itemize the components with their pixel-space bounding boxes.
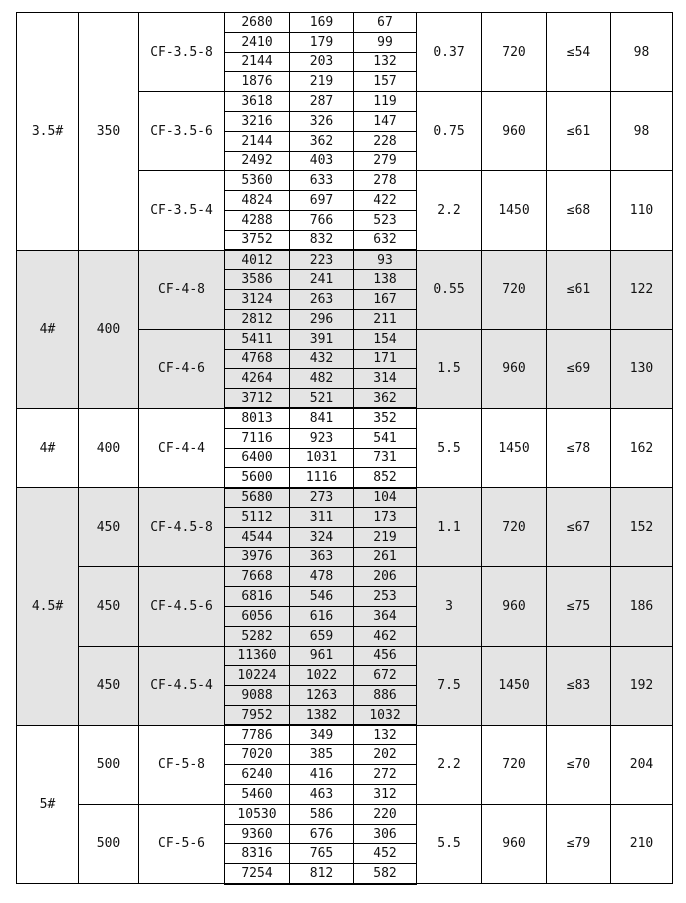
noise-cell: ≤83 bbox=[547, 646, 611, 725]
power-cell: 0.75 bbox=[417, 92, 482, 171]
fan-spec-table bbox=[16, 12, 673, 885]
value-cell: 119 bbox=[354, 92, 417, 112]
weight-cell: 210 bbox=[611, 804, 673, 883]
weight-cell: 152 bbox=[611, 488, 673, 567]
noise-cell: ≤79 bbox=[547, 804, 611, 883]
weight-cell: 204 bbox=[611, 725, 673, 804]
value-cell: 306 bbox=[354, 824, 417, 844]
airflow-cell: 6056 bbox=[225, 606, 290, 626]
value-cell: 253 bbox=[354, 587, 417, 607]
airflow-cell: 5112 bbox=[225, 507, 290, 527]
weight-cell: 130 bbox=[611, 329, 673, 408]
value-cell: 261 bbox=[354, 547, 417, 567]
airflow-cell: 5460 bbox=[225, 785, 290, 805]
noise-cell: ≤70 bbox=[547, 725, 611, 804]
value-cell: 219 bbox=[354, 527, 417, 547]
pressure-cell: 923 bbox=[290, 428, 354, 448]
airflow-cell: 7952 bbox=[225, 705, 290, 725]
value-cell: 220 bbox=[354, 804, 417, 824]
airflow-cell: 4544 bbox=[225, 527, 290, 547]
model-cell: CF-3.5-6 bbox=[139, 92, 225, 171]
noise-cell: ≤69 bbox=[547, 329, 611, 408]
noise-cell: ≤54 bbox=[547, 13, 611, 92]
weight-cell: 98 bbox=[611, 92, 673, 171]
pressure-cell: 241 bbox=[290, 270, 354, 290]
model-cell: CF-4.5-6 bbox=[139, 567, 225, 646]
value-cell: 132 bbox=[354, 725, 417, 745]
airflow-cell: 4824 bbox=[225, 191, 290, 211]
airflow-cell: 2144 bbox=[225, 52, 290, 72]
pressure-cell: 324 bbox=[290, 527, 354, 547]
airflow-cell: 3712 bbox=[225, 389, 290, 409]
value-cell: 67 bbox=[354, 13, 417, 33]
diameter-cell: 400 bbox=[79, 250, 139, 408]
pressure-cell: 766 bbox=[290, 210, 354, 230]
value-cell: 456 bbox=[354, 646, 417, 666]
value-cell: 731 bbox=[354, 448, 417, 468]
airflow-cell: 6816 bbox=[225, 587, 290, 607]
speed-cell: 720 bbox=[482, 725, 547, 804]
noise-cell: ≤75 bbox=[547, 567, 611, 646]
weight-cell: 162 bbox=[611, 408, 673, 487]
speed-cell: 1450 bbox=[482, 408, 547, 487]
pressure-cell: 676 bbox=[290, 824, 354, 844]
value-cell: 228 bbox=[354, 131, 417, 151]
value-cell: 462 bbox=[354, 626, 417, 646]
airflow-cell: 10530 bbox=[225, 804, 290, 824]
value-cell: 632 bbox=[354, 230, 417, 250]
value-cell: 171 bbox=[354, 349, 417, 369]
airflow-cell: 4264 bbox=[225, 369, 290, 389]
airflow-cell: 6240 bbox=[225, 765, 290, 785]
table-body bbox=[17, 13, 673, 884]
value-cell: 362 bbox=[354, 389, 417, 409]
pressure-cell: 326 bbox=[290, 111, 354, 131]
diameter-cell: 500 bbox=[79, 725, 139, 804]
airflow-cell: 2144 bbox=[225, 131, 290, 151]
pressure-cell: 478 bbox=[290, 567, 354, 587]
diameter-cell: 450 bbox=[79, 646, 139, 725]
diameter-cell: 500 bbox=[79, 804, 139, 883]
speed-cell: 720 bbox=[482, 250, 547, 329]
airflow-cell: 3976 bbox=[225, 547, 290, 567]
pressure-cell: 1031 bbox=[290, 448, 354, 468]
power-cell: 2.2 bbox=[417, 171, 482, 250]
airflow-cell: 9088 bbox=[225, 686, 290, 706]
value-cell: 104 bbox=[354, 488, 417, 508]
model-cell: CF-4-6 bbox=[139, 329, 225, 408]
value-cell: 173 bbox=[354, 507, 417, 527]
pressure-cell: 546 bbox=[290, 587, 354, 607]
table-row bbox=[17, 408, 673, 428]
pressure-cell: 219 bbox=[290, 72, 354, 92]
airflow-cell: 3586 bbox=[225, 270, 290, 290]
pressure-cell: 659 bbox=[290, 626, 354, 646]
pressure-cell: 363 bbox=[290, 547, 354, 567]
airflow-cell: 2812 bbox=[225, 309, 290, 329]
value-cell: 452 bbox=[354, 844, 417, 864]
airflow-cell: 5680 bbox=[225, 488, 290, 508]
table-row bbox=[17, 567, 673, 587]
pressure-cell: 521 bbox=[290, 389, 354, 409]
pressure-cell: 841 bbox=[290, 408, 354, 428]
pressure-cell: 832 bbox=[290, 230, 354, 250]
pressure-cell: 616 bbox=[290, 606, 354, 626]
size-cell: 4# bbox=[17, 408, 79, 487]
value-cell: 157 bbox=[354, 72, 417, 92]
table-row bbox=[17, 13, 673, 33]
pressure-cell: 416 bbox=[290, 765, 354, 785]
model-cell: CF-3.5-8 bbox=[139, 13, 225, 92]
model-cell: CF-5-8 bbox=[139, 725, 225, 804]
airflow-cell: 2680 bbox=[225, 13, 290, 33]
value-cell: 541 bbox=[354, 428, 417, 448]
speed-cell: 960 bbox=[482, 804, 547, 883]
airflow-cell: 10224 bbox=[225, 666, 290, 686]
pressure-cell: 203 bbox=[290, 52, 354, 72]
size-cell: 4.5# bbox=[17, 488, 79, 726]
power-cell: 0.37 bbox=[417, 13, 482, 92]
value-cell: 278 bbox=[354, 171, 417, 191]
value-cell: 364 bbox=[354, 606, 417, 626]
pressure-cell: 391 bbox=[290, 329, 354, 349]
pressure-cell: 349 bbox=[290, 725, 354, 745]
power-cell: 7.5 bbox=[417, 646, 482, 725]
power-cell: 1.5 bbox=[417, 329, 482, 408]
speed-cell: 960 bbox=[482, 567, 547, 646]
airflow-cell: 8316 bbox=[225, 844, 290, 864]
airflow-cell: 1876 bbox=[225, 72, 290, 92]
pressure-cell: 273 bbox=[290, 488, 354, 508]
pressure-cell: 697 bbox=[290, 191, 354, 211]
pressure-cell: 169 bbox=[290, 13, 354, 33]
pressure-cell: 633 bbox=[290, 171, 354, 191]
speed-cell: 1450 bbox=[482, 646, 547, 725]
value-cell: 272 bbox=[354, 765, 417, 785]
value-cell: 672 bbox=[354, 666, 417, 686]
noise-cell: ≤67 bbox=[547, 488, 611, 567]
value-cell: 279 bbox=[354, 151, 417, 171]
model-cell: CF-4-4 bbox=[139, 408, 225, 487]
pressure-cell: 311 bbox=[290, 507, 354, 527]
pressure-cell: 765 bbox=[290, 844, 354, 864]
size-cell: 5# bbox=[17, 725, 79, 883]
speed-cell: 720 bbox=[482, 488, 547, 567]
table-row bbox=[17, 725, 673, 745]
speed-cell: 960 bbox=[482, 92, 547, 171]
pressure-cell: 362 bbox=[290, 131, 354, 151]
value-cell: 352 bbox=[354, 408, 417, 428]
power-cell: 2.2 bbox=[417, 725, 482, 804]
airflow-cell: 9360 bbox=[225, 824, 290, 844]
airflow-cell: 5411 bbox=[225, 329, 290, 349]
pressure-cell: 263 bbox=[290, 290, 354, 310]
size-cell: 4# bbox=[17, 250, 79, 408]
table-row bbox=[17, 804, 673, 824]
airflow-cell: 7020 bbox=[225, 745, 290, 765]
model-cell: CF-4-8 bbox=[139, 250, 225, 329]
table-row bbox=[17, 488, 673, 508]
pressure-cell: 482 bbox=[290, 369, 354, 389]
pressure-cell: 179 bbox=[290, 32, 354, 52]
airflow-cell: 4288 bbox=[225, 210, 290, 230]
airflow-cell: 5600 bbox=[225, 468, 290, 488]
noise-cell: ≤61 bbox=[547, 250, 611, 329]
pressure-cell: 1116 bbox=[290, 468, 354, 488]
value-cell: 582 bbox=[354, 864, 417, 884]
airflow-cell: 8013 bbox=[225, 408, 290, 428]
airflow-cell: 3618 bbox=[225, 92, 290, 112]
power-cell: 5.5 bbox=[417, 408, 482, 487]
airflow-cell: 3124 bbox=[225, 290, 290, 310]
model-cell: CF-5-6 bbox=[139, 804, 225, 883]
value-cell: 206 bbox=[354, 567, 417, 587]
noise-cell: ≤61 bbox=[547, 92, 611, 171]
airflow-cell: 2410 bbox=[225, 32, 290, 52]
weight-cell: 98 bbox=[611, 13, 673, 92]
power-cell: 3 bbox=[417, 567, 482, 646]
airflow-cell: 7116 bbox=[225, 428, 290, 448]
value-cell: 314 bbox=[354, 369, 417, 389]
value-cell: 132 bbox=[354, 52, 417, 72]
value-cell: 99 bbox=[354, 32, 417, 52]
pressure-cell: 812 bbox=[290, 864, 354, 884]
airflow-cell: 2492 bbox=[225, 151, 290, 171]
model-cell: CF-3.5-4 bbox=[139, 171, 225, 250]
pressure-cell: 586 bbox=[290, 804, 354, 824]
airflow-cell: 6400 bbox=[225, 448, 290, 468]
value-cell: 147 bbox=[354, 111, 417, 131]
table-row bbox=[17, 646, 673, 666]
airflow-cell: 5282 bbox=[225, 626, 290, 646]
pressure-cell: 1022 bbox=[290, 666, 354, 686]
pressure-cell: 1382 bbox=[290, 705, 354, 725]
diameter-cell: 400 bbox=[79, 408, 139, 487]
noise-cell: ≤78 bbox=[547, 408, 611, 487]
speed-cell: 1450 bbox=[482, 171, 547, 250]
model-cell: CF-4.5-8 bbox=[139, 488, 225, 567]
airflow-cell: 7668 bbox=[225, 567, 290, 587]
value-cell: 523 bbox=[354, 210, 417, 230]
value-cell: 154 bbox=[354, 329, 417, 349]
diameter-cell: 350 bbox=[79, 13, 139, 251]
noise-cell: ≤68 bbox=[547, 171, 611, 250]
value-cell: 852 bbox=[354, 468, 417, 488]
airflow-cell: 4012 bbox=[225, 250, 290, 270]
airflow-cell: 4768 bbox=[225, 349, 290, 369]
pressure-cell: 961 bbox=[290, 646, 354, 666]
table-row bbox=[17, 250, 673, 270]
value-cell: 312 bbox=[354, 785, 417, 805]
value-cell: 211 bbox=[354, 309, 417, 329]
airflow-cell: 11360 bbox=[225, 646, 290, 666]
diameter-cell: 450 bbox=[79, 567, 139, 646]
value-cell: 886 bbox=[354, 686, 417, 706]
airflow-cell: 7786 bbox=[225, 725, 290, 745]
weight-cell: 186 bbox=[611, 567, 673, 646]
pressure-cell: 223 bbox=[290, 250, 354, 270]
size-cell: 3.5# bbox=[17, 13, 79, 251]
pressure-cell: 385 bbox=[290, 745, 354, 765]
value-cell: 202 bbox=[354, 745, 417, 765]
power-cell: 5.5 bbox=[417, 804, 482, 883]
speed-cell: 720 bbox=[482, 13, 547, 92]
pressure-cell: 403 bbox=[290, 151, 354, 171]
model-cell: CF-4.5-4 bbox=[139, 646, 225, 725]
pressure-cell: 296 bbox=[290, 309, 354, 329]
value-cell: 93 bbox=[354, 250, 417, 270]
pressure-cell: 1263 bbox=[290, 686, 354, 706]
weight-cell: 122 bbox=[611, 250, 673, 329]
pressure-cell: 287 bbox=[290, 92, 354, 112]
airflow-cell: 3752 bbox=[225, 230, 290, 250]
value-cell: 1032 bbox=[354, 705, 417, 725]
airflow-cell: 5360 bbox=[225, 171, 290, 191]
weight-cell: 110 bbox=[611, 171, 673, 250]
power-cell: 1.1 bbox=[417, 488, 482, 567]
weight-cell: 192 bbox=[611, 646, 673, 725]
airflow-cell: 3216 bbox=[225, 111, 290, 131]
airflow-cell: 7254 bbox=[225, 864, 290, 884]
pressure-cell: 432 bbox=[290, 349, 354, 369]
diameter-cell: 450 bbox=[79, 488, 139, 567]
power-cell: 0.55 bbox=[417, 250, 482, 329]
value-cell: 138 bbox=[354, 270, 417, 290]
value-cell: 422 bbox=[354, 191, 417, 211]
value-cell: 167 bbox=[354, 290, 417, 310]
speed-cell: 960 bbox=[482, 329, 547, 408]
pressure-cell: 463 bbox=[290, 785, 354, 805]
